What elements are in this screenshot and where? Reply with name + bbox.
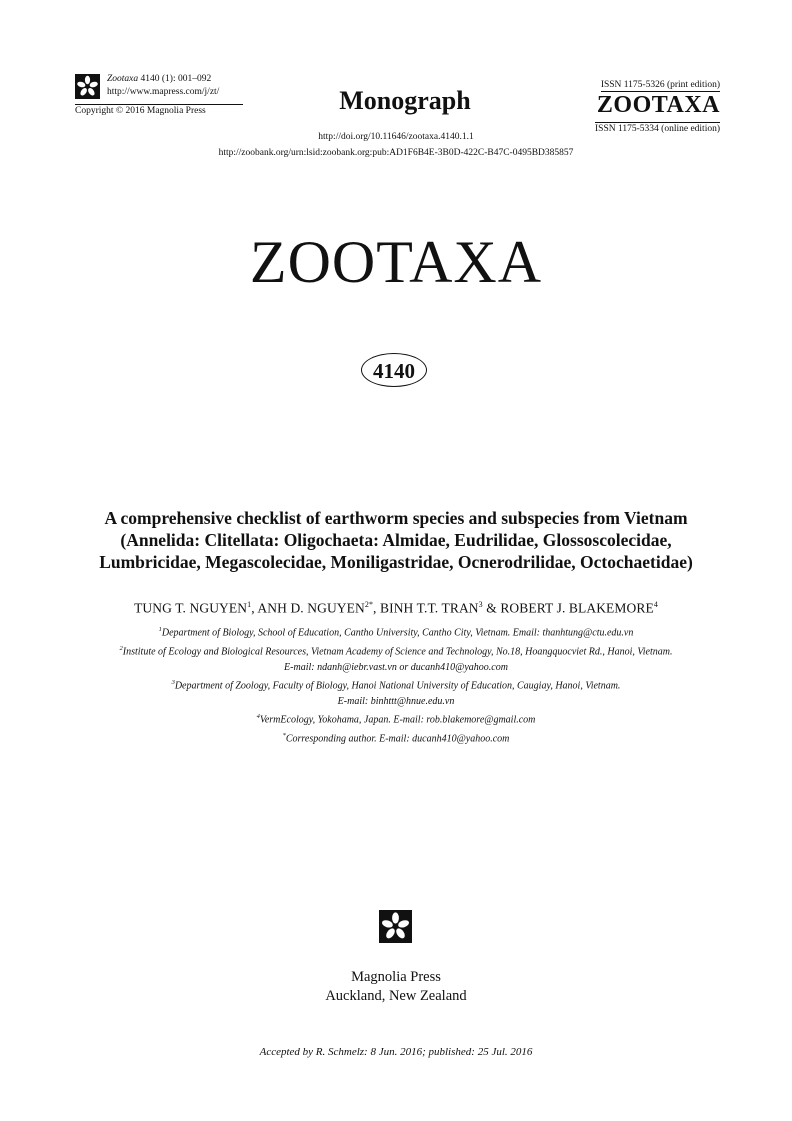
article-title-line: (Annelida: Clitellata: Oligochaeta: Almidae, Eudrilidae, Glossoscolecidae, xyxy=(120,530,672,550)
publisher-location: Auckland, New Zealand xyxy=(325,988,467,1004)
acceptance-dates: Accepted by R. Schmelz: 8 Jun. 2016; published: 25 Jul. 2016 xyxy=(259,1046,533,1058)
author-affiliation-marker: 1 xyxy=(247,600,252,609)
author-name: ANH D. NGUYEN xyxy=(257,600,365,616)
author-affiliation-marker: 3 xyxy=(478,600,483,609)
article-type-label: Monograph xyxy=(339,86,471,115)
header-divider xyxy=(75,104,243,105)
author-affiliation-marker: 2* xyxy=(364,600,374,609)
doi-link[interactable]: http://doi.org/10.11646/zootaxa.4140.1.1 xyxy=(318,132,474,142)
author-name: TUNG T. NGUYEN xyxy=(134,600,248,616)
author-separator: , xyxy=(251,600,258,616)
affiliation-line: $^2$Institute of Ecology and Biological Resources, Vietnam Academy of Science and Technology, No.18, Hoangquocviet Rd., Hanoi, Vietnam. xyxy=(119,644,673,658)
article-title-line: A comprehensive checklist of earthworm species and subspecies from Vietnam xyxy=(104,508,688,528)
affiliation-line: $^3$Department of Zoology, Faculty of Biology, Hanoi National University of Education, Caugiay, Hanoi, Vietnam. xyxy=(171,679,621,692)
magnolia-logo-icon xyxy=(75,74,100,99)
author-affiliation-marker: 4 xyxy=(653,600,658,609)
journal-brand: ZOOTAXA xyxy=(596,92,720,118)
affiliations xyxy=(40,622,752,747)
article-title xyxy=(60,507,732,573)
journal-website-link[interactable]: http://www.mapress.com/j/zt/ xyxy=(107,87,220,97)
affiliation-line: $^1$Department of Biology, School of Education, Cantho University, Cantho City, Vietnam. Email: thanhtung@ctu.edu.vn xyxy=(158,626,634,639)
volume-number-badge: 4140 xyxy=(361,353,427,387)
affiliation-line: $^4$VermEcology, Yokohama, Japan. E-mail: rob.blakemore@gmail.com xyxy=(256,713,536,726)
article-title-line: Lumbricidae, Megascolecidae, Moniligastridae, Ocnerodrilidae, Octochaetidae) xyxy=(99,552,693,572)
journal-title: ZOOTAXA xyxy=(249,229,543,295)
copyright-text: Copyright © 2016 Magnolia Press xyxy=(75,106,206,116)
publisher-block xyxy=(0,968,792,1006)
author-separator: & xyxy=(482,600,501,616)
author-separator: , xyxy=(373,600,380,616)
author-name: BINH T.T. TRAN xyxy=(380,600,479,616)
affiliation-email-line: E-mail: ndanh@iebr.vast.vn or ducanh410@yahoo.com xyxy=(284,661,508,673)
header-issn-block xyxy=(572,74,720,136)
publisher-name: Magnolia Press xyxy=(351,969,441,985)
corresponding-author-line: *Corresponding author. E-mail: ducanh410@yahoo.com xyxy=(282,732,510,745)
author-name: ROBERT J. BLAKEMORE xyxy=(500,600,654,616)
affiliation-email-line: E-mail: binhttt@hnue.edu.vn xyxy=(337,695,455,707)
issn-print: ISSN 1175-5326 (print edition) xyxy=(600,80,720,90)
magnolia-press-logo-icon xyxy=(379,910,412,943)
zoobank-link[interactable]: http://zoobank.org/urn:lsid:zoobank.org:pub:AD1F6B4E-3B0D-422C-B47C-0495BD385857 xyxy=(218,148,574,158)
author-list xyxy=(0,600,792,617)
volume-line: Zootaxa 4140 (1): 001–092 xyxy=(107,74,212,84)
issn-online: ISSN 1175-5334 (online edition) xyxy=(595,124,720,134)
